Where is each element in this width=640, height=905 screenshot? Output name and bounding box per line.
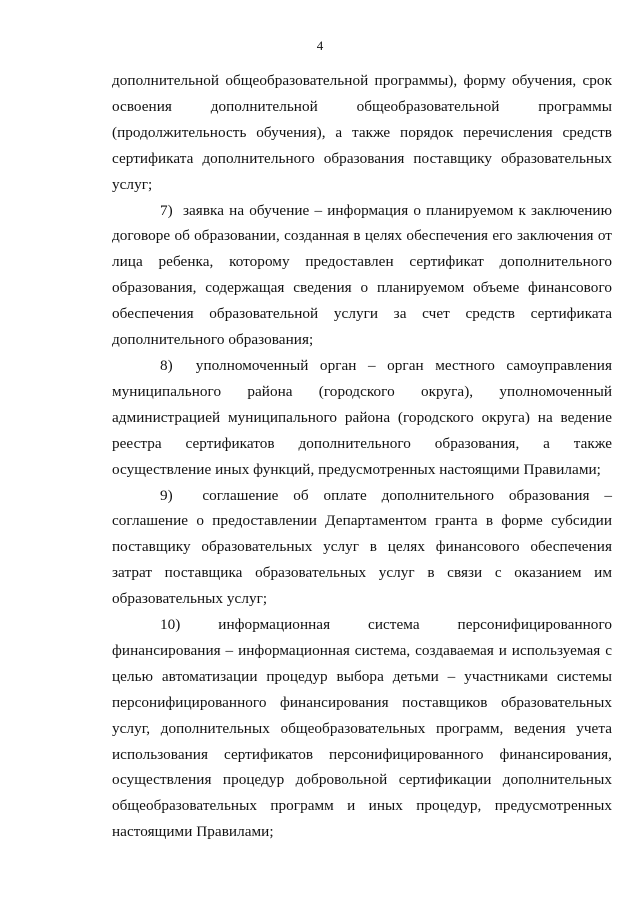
paragraph-continuation: дополнительной общеобразовательной программы), форму обучения, срок освоения дополнительной общеобразовательной программы (продолжительность обучения), а также порядок перечисления средств сертификата дополнительного образования поставщику образовательных услуг;: [112, 72, 612, 193]
paragraph-item-10: 10) информационная система персонифицированного финансирования – информационная система, создаваемая и используемая с целью автоматизации процедур выбора детьми – участниками системы персонифицированного финансирования поставщиков образовательных услуг, дополнительных общеобразовательных программ, ведения учета использования сертификатов персонифицированного финансирования, осуществления процедур добровольной сертификации дополнительных общеобразовательных программ и иных процедур, предусмотренных настоящими Правилами;: [112, 616, 612, 841]
paragraph-item-9: 9) соглашение об оплате дополнительного образования – соглашение о предоставлении Департаментом гранта в форме субсидии поставщику образовательных услуг в целях финансового обеспечения затрат поставщика образовательных услуг в связи с оказанием им образовательных услуг;: [112, 486, 612, 608]
paragraph-item-8: 8) уполномоченный орган – орган местного самоуправления муниципального района (городского округа), уполномоченный администрацией муниципального района (городского округа) на ведение реестра сертификатов дополнительного образования, а также осуществление иных функций, предусмотренных настоящими Правилами;: [112, 356, 612, 478]
page-number: 4: [316, 38, 324, 53]
paragraph-item-7: 7) заявка на обучение – информация о планируемом к заключению договоре об образовании, созданная в целях обеспечения его заключения от лица ребенка, которому предоставлен сертификат дополнительного образования, содержащая сведения о планируемом объеме финансового обеспечения образовательной услуги за счет средств сертификата дополнительного образования;: [112, 201, 612, 349]
document-body: [112, 68, 612, 845]
